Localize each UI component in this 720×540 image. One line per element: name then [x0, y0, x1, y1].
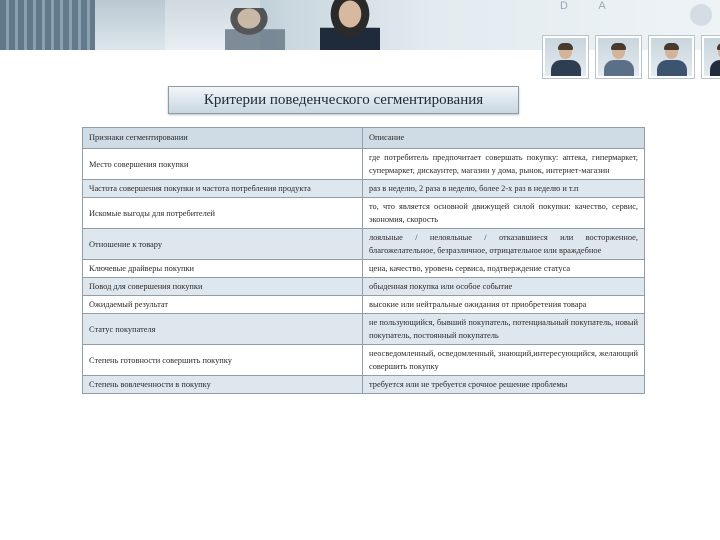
table-row	[83, 278, 645, 296]
slide-title-box	[168, 86, 519, 114]
table-row	[83, 314, 645, 345]
building-image	[95, 0, 165, 50]
row-attribute: Отношение к товару	[83, 229, 363, 260]
row-attribute: Степень готовности совершить покупку	[83, 345, 363, 376]
row-description: неосведомленный, осведомленный, знающий,интересующийся, желающий совершить покупку	[363, 345, 645, 376]
row-attribute: Частота совершения покупки и частота потребления продукта	[83, 180, 363, 198]
thumbnail-photo	[543, 36, 588, 78]
decor-circle-icon	[690, 4, 712, 26]
building-image	[0, 0, 95, 50]
row-description: лояльные / нелояльные / отказавшиеся или восторженное, благожелательное, безразличное, отрицательное или враждебное	[363, 229, 645, 260]
row-attribute: Повод для совершения покупки	[83, 278, 363, 296]
table-row	[83, 229, 645, 260]
row-description: где потребитель предпочитает совершать покупку: аптека, гипермаркет, супермаркет, дискаунтер, магазин у дома, рынок, интернет-магазин	[363, 149, 645, 180]
table-header-row	[83, 128, 645, 149]
table-row	[83, 296, 645, 314]
row-attribute: Ожидаемый результат	[83, 296, 363, 314]
table-row	[83, 260, 645, 278]
table-row	[83, 345, 645, 376]
row-attribute: Искомые выгоды для потребителей	[83, 198, 363, 229]
row-description: раз в неделю, 2 раза в неделю, более 2-х раз в неделю и т.п	[363, 180, 645, 198]
table-row	[83, 149, 645, 180]
row-description: цена, качество, уровень сервиса, подтверждение статуса	[363, 260, 645, 278]
row-attribute: Место совершения покупки	[83, 149, 363, 180]
criteria-table	[82, 127, 645, 394]
thumbnail-photo	[596, 36, 641, 78]
businesswoman-photo	[320, 0, 380, 50]
row-attribute: Статус покупателя	[83, 314, 363, 345]
row-description: обыденная покупка или особое событие	[363, 278, 645, 296]
header-description: Описание	[363, 128, 645, 149]
row-attribute: Ключевые драйверы покупки	[83, 260, 363, 278]
thumbnail-photo	[649, 36, 694, 78]
thumbnail-photo	[702, 36, 720, 78]
row-attribute: Степень вовлеченности в покупку	[83, 376, 363, 394]
row-description: требуется или не требуется срочное решение проблемы	[363, 376, 645, 394]
row-description: то, что является основной движущей силой покупки: качество, сервис, экономия, скорость	[363, 198, 645, 229]
header-attribute: Признаки сегментировании	[83, 128, 363, 149]
banner-decor-letters: D A	[560, 0, 620, 12]
slide-title: Критерии поведенческого сегментирования	[203, 91, 484, 108]
row-description: высокие или нейтральные ожидания от приобретения товара	[363, 296, 645, 314]
table-row	[83, 376, 645, 394]
row-description: не пользующийся, бывший покупатель, потенциальный покупатель, новый покупатель, постоянный покупатель	[363, 314, 645, 345]
table-row	[83, 198, 645, 229]
businessman-photo	[225, 8, 285, 50]
photo-thumbnails	[543, 36, 720, 78]
table-row	[83, 180, 645, 198]
